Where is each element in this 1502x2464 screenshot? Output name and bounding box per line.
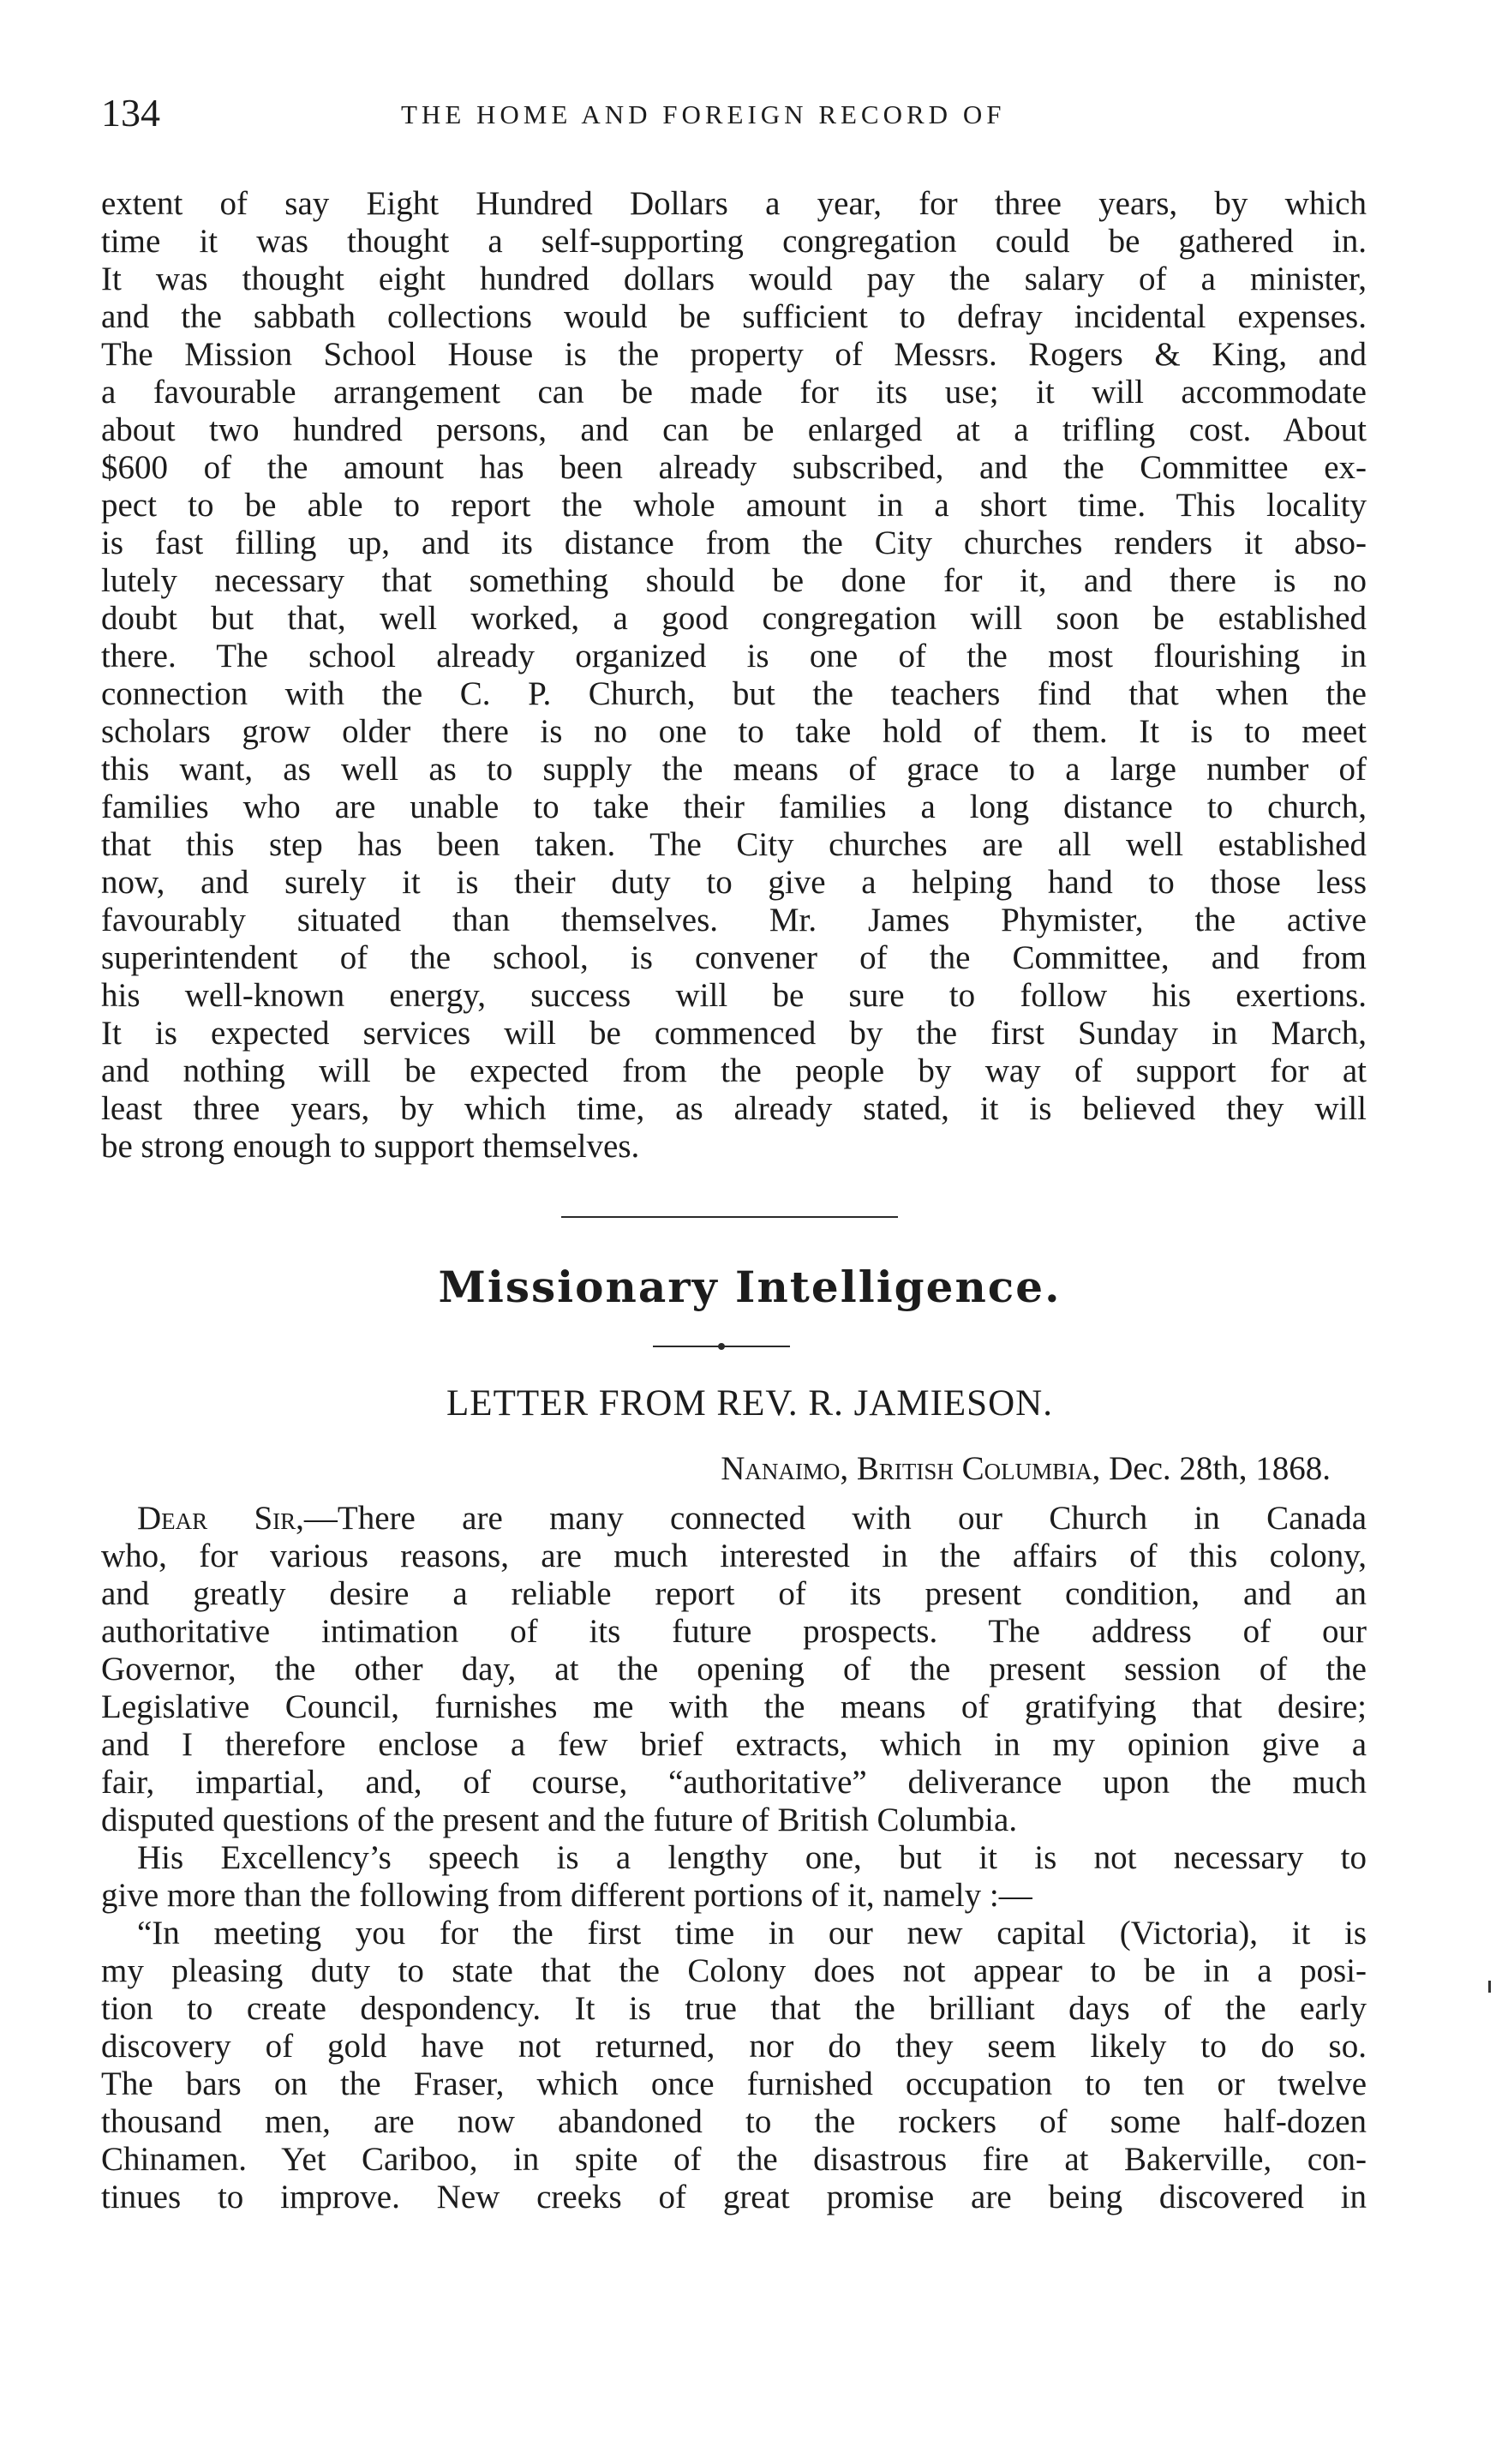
text-line: who, for various reasons, are much interested in the affairs of this colony,: [101, 1538, 1367, 1574]
text-line: and greatly desire a reliable report of its present condition, and an: [101, 1575, 1367, 1612]
text-line: Legislative Council, furnishes me with the means of gratifying that desire;: [101, 1688, 1367, 1725]
text-line: favourably situated than themselves. Mr. James Phymister, the active: [101, 902, 1367, 938]
letter-title: LETTER FROM REV. R. JAMIESON.: [446, 1383, 1053, 1424]
text-line: tion to create despondency. It is true that the brilliant days of the early: [101, 1990, 1367, 2027]
text-line: doubt but that, well worked, a good congregation will soon be established: [101, 600, 1367, 637]
letter-dateline: [721, 1448, 1331, 1490]
text-line: and nothing will be expected from the people by way of support for at: [101, 1052, 1367, 1089]
text-line: disputed questions of the present and the future of British Columbia.: [101, 1802, 1018, 1838]
text-line: It was thought eight hundred dollars would pay the salary of a minister,: [101, 261, 1367, 297]
dateline-place: Nanaimo, British Columbia,: [721, 1450, 1101, 1487]
section-heading: Missionary Intelligence.: [438, 1262, 1062, 1312]
text-line: families who are unable to take their families a long distance to church,: [101, 788, 1367, 825]
text-line: lutely necessary that something should be done for it, and there is no: [101, 562, 1367, 599]
text-span: —There are many connected with our Church in Canada: [303, 1500, 1367, 1537]
text-line: a favourable arrangement can be made for its use; it will accommodate: [101, 374, 1367, 411]
scan-speck: [1488, 1981, 1491, 1993]
text-line: pect to be able to report the whole amount in a short time. This locality: [101, 487, 1367, 524]
text-line: extent of say Eight Hundred Dollars a year, for three years, by which: [101, 185, 1367, 222]
text-line: tinues to improve. New creeks of great promise are being discovered in: [101, 2179, 1367, 2215]
text-line: connection with the C. P. Church, but the teachers find that when the: [101, 675, 1367, 712]
text-line: fair, impartial, and, of course, “authoritative” deliverance upon the much: [101, 1764, 1367, 1801]
text-line: “In meeting you for the first time in our new capital (Victoria), it is: [137, 1915, 1367, 1951]
page-number: 134: [101, 91, 160, 135]
text-line: this want, as well as to supply the means of grace to a large number of: [101, 751, 1367, 788]
text-line: and the sabbath collections would be sufficient to defray incidental expenses.: [101, 298, 1367, 335]
text-line: give more than the following from different portions of it, namely :—: [101, 1877, 1032, 1914]
text-line: and I therefore enclose a few brief extracts, which in my opinion give a: [101, 1726, 1367, 1763]
text-line: be strong enough to support themselves.: [101, 1128, 640, 1165]
section-divider-rule: [561, 1216, 898, 1218]
text-line: Chinamen. Yet Cariboo, in spite of the disastrous fire at Bakerville, con-: [101, 2141, 1367, 2178]
text-line: time it was thought a self-supporting congregation could be gathered in.: [101, 223, 1367, 260]
text-line: his well-known energy, success will be sure to follow his exertions.: [101, 977, 1367, 1014]
text-line: $600 of the amount has been already subscribed, and the Committee ex-: [101, 449, 1367, 486]
ornamental-divider: [653, 1342, 790, 1352]
text-line: [137, 1500, 1367, 1538]
text-line: thousand men, are now abandoned to the rockers of some half-dozen: [101, 2103, 1367, 2140]
text-line: The bars on the Fraser, which once furnished occupation to ten or twelve: [101, 2065, 1367, 2102]
text-line: His Excellency’s speech is a lengthy one, but it is not necessary to: [137, 1839, 1367, 1876]
dateline-date: Dec. 28th, 1868.: [1109, 1450, 1331, 1487]
text-line: discovery of gold have not returned, nor do they seem likely to do so.: [101, 2028, 1367, 2065]
text-line: my pleasing duty to state that the Colony does not appear to be in a posi-: [101, 1952, 1367, 1989]
text-line: superintendent of the school, is convener of the Committee, and from: [101, 939, 1367, 976]
text-line: is fast filling up, and its distance from the City churches renders it abso-: [101, 525, 1367, 561]
ornament-dot: [718, 1343, 725, 1350]
text-line: authoritative intimation of its future prospects. The address of our: [101, 1613, 1367, 1650]
salutation: Dear Sir,: [137, 1500, 304, 1537]
text-line: there. The school already organized is one of the most flourishing in: [101, 638, 1367, 674]
text-line: now, and surely it is their duty to give a helping hand to those less: [101, 864, 1367, 901]
text-line: Governor, the other day, at the opening of the present session of the: [101, 1651, 1367, 1688]
text-line: that this step has been taken. The City churches are all well established: [101, 826, 1367, 863]
running-title: THE HOME AND FOREIGN RECORD OF: [401, 99, 1006, 129]
text-line: about two hundred persons, and can be enlarged at a trifling cost. About: [101, 411, 1367, 448]
text-line: It is expected services will be commenced by the first Sunday in March,: [101, 1015, 1367, 1052]
text-line: least three years, by which time, as already stated, it is believed they will: [101, 1090, 1367, 1127]
text-line: scholars grow older there is no one to take hold of them. It is to meet: [101, 713, 1367, 750]
running-head: [101, 89, 1369, 141]
text-line: The Mission School House is the property of Messrs. Rogers & King, and: [101, 336, 1367, 373]
